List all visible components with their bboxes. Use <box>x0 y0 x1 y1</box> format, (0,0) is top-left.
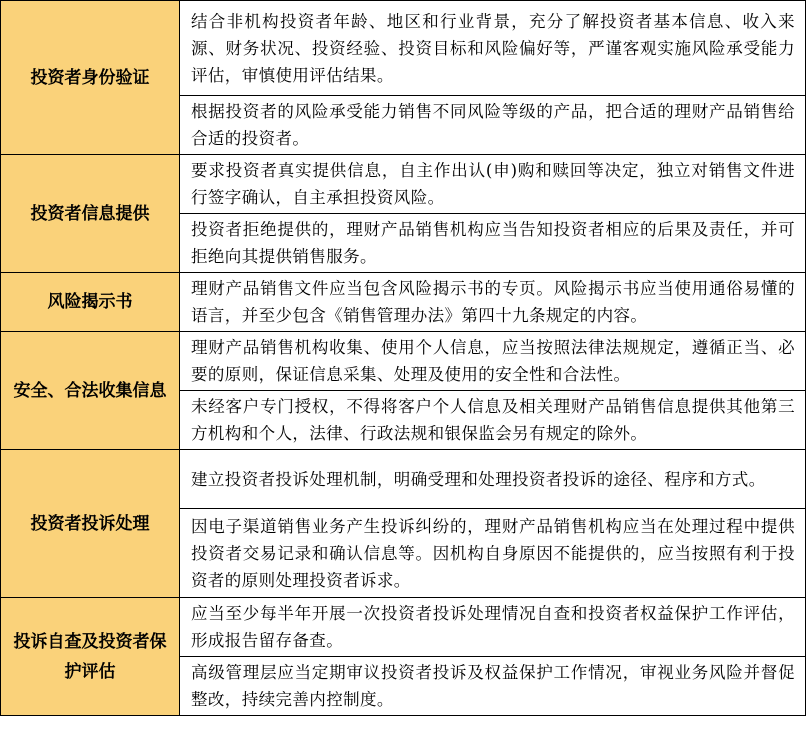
description-cell: 建立投资者投诉处理机制，明确受理和处理投资者投诉的途径、程序和方式。 <box>180 450 806 509</box>
category-cell: 安全、合法收集信息 <box>1 332 180 450</box>
description-cell: 应当至少每半年开展一次投资者投诉处理情况自查和投资者权益保护工作评估，形成报告留存备查。 <box>180 598 806 657</box>
description-cell: 投资者拒绝提供的，理财产品销售机构应当告知投资者相应的后果及责任，并可拒绝向其提供销售服务。 <box>180 214 806 273</box>
description-cell: 要求投资者真实提供信息，自主作出认(申)购和赎回等决定，独立对销售文件进行签字确认，自主承担投资风险。 <box>180 155 806 214</box>
description-cell: 因电子渠道销售业务产生投诉纠纷的，理财产品销售机构应当在处理过程中提供投资者交易记录和确认信息等。因机构自身原因不能提供的，应当按照有利于投资者的原则处理投资者诉求。 <box>180 509 806 598</box>
category-cell: 投资者投诉处理 <box>1 450 180 598</box>
table-row <box>1 450 806 509</box>
description-cell: 理财产品销售文件应当包含风险揭示书的专页。风险揭示书应当使用通俗易懂的语言，并至少包含《销售管理办法》第四十九条规定的内容。 <box>180 273 806 332</box>
description-cell: 根据投资者的风险承受能力销售不同风险等级的产品，把合适的理财产品销售给合适的投资者。 <box>180 96 806 155</box>
table-row <box>1 155 806 214</box>
description-cell: 结合非机构投资者年龄、地区和行业背景，充分了解投资者基本信息、收入来源、财务状况、投资经验、投资目标和风险偏好等，严谨客观实施风险承受能力评估，审慎使用评估结果。 <box>180 1 806 96</box>
table-row <box>1 1 806 96</box>
category-cell: 投资者身份验证 <box>1 1 180 155</box>
table-row <box>1 273 806 332</box>
category-cell: 投资者信息提供 <box>1 155 180 273</box>
description-cell: 理财产品销售机构收集、使用个人信息，应当按照法律法规规定，遵循正当、必要的原则，保证信息采集、处理及使用的安全性和合法性。 <box>180 332 806 391</box>
category-cell: 投诉自查及投资者保护评估 <box>1 598 180 716</box>
description-cell: 高级管理层应当定期审议投资者投诉及权益保护工作情况，审视业务风险并督促整改，持续完善内控制度。 <box>180 657 806 716</box>
table-row <box>1 332 806 391</box>
table-row <box>1 598 806 657</box>
category-cell: 风险揭示书 <box>1 273 180 332</box>
description-cell: 未经客户专门授权，不得将客户个人信息及相关理财产品销售信息提供其他第三方机构和个人，法律、行政法规和银保监会另有规定的除外。 <box>180 391 806 450</box>
